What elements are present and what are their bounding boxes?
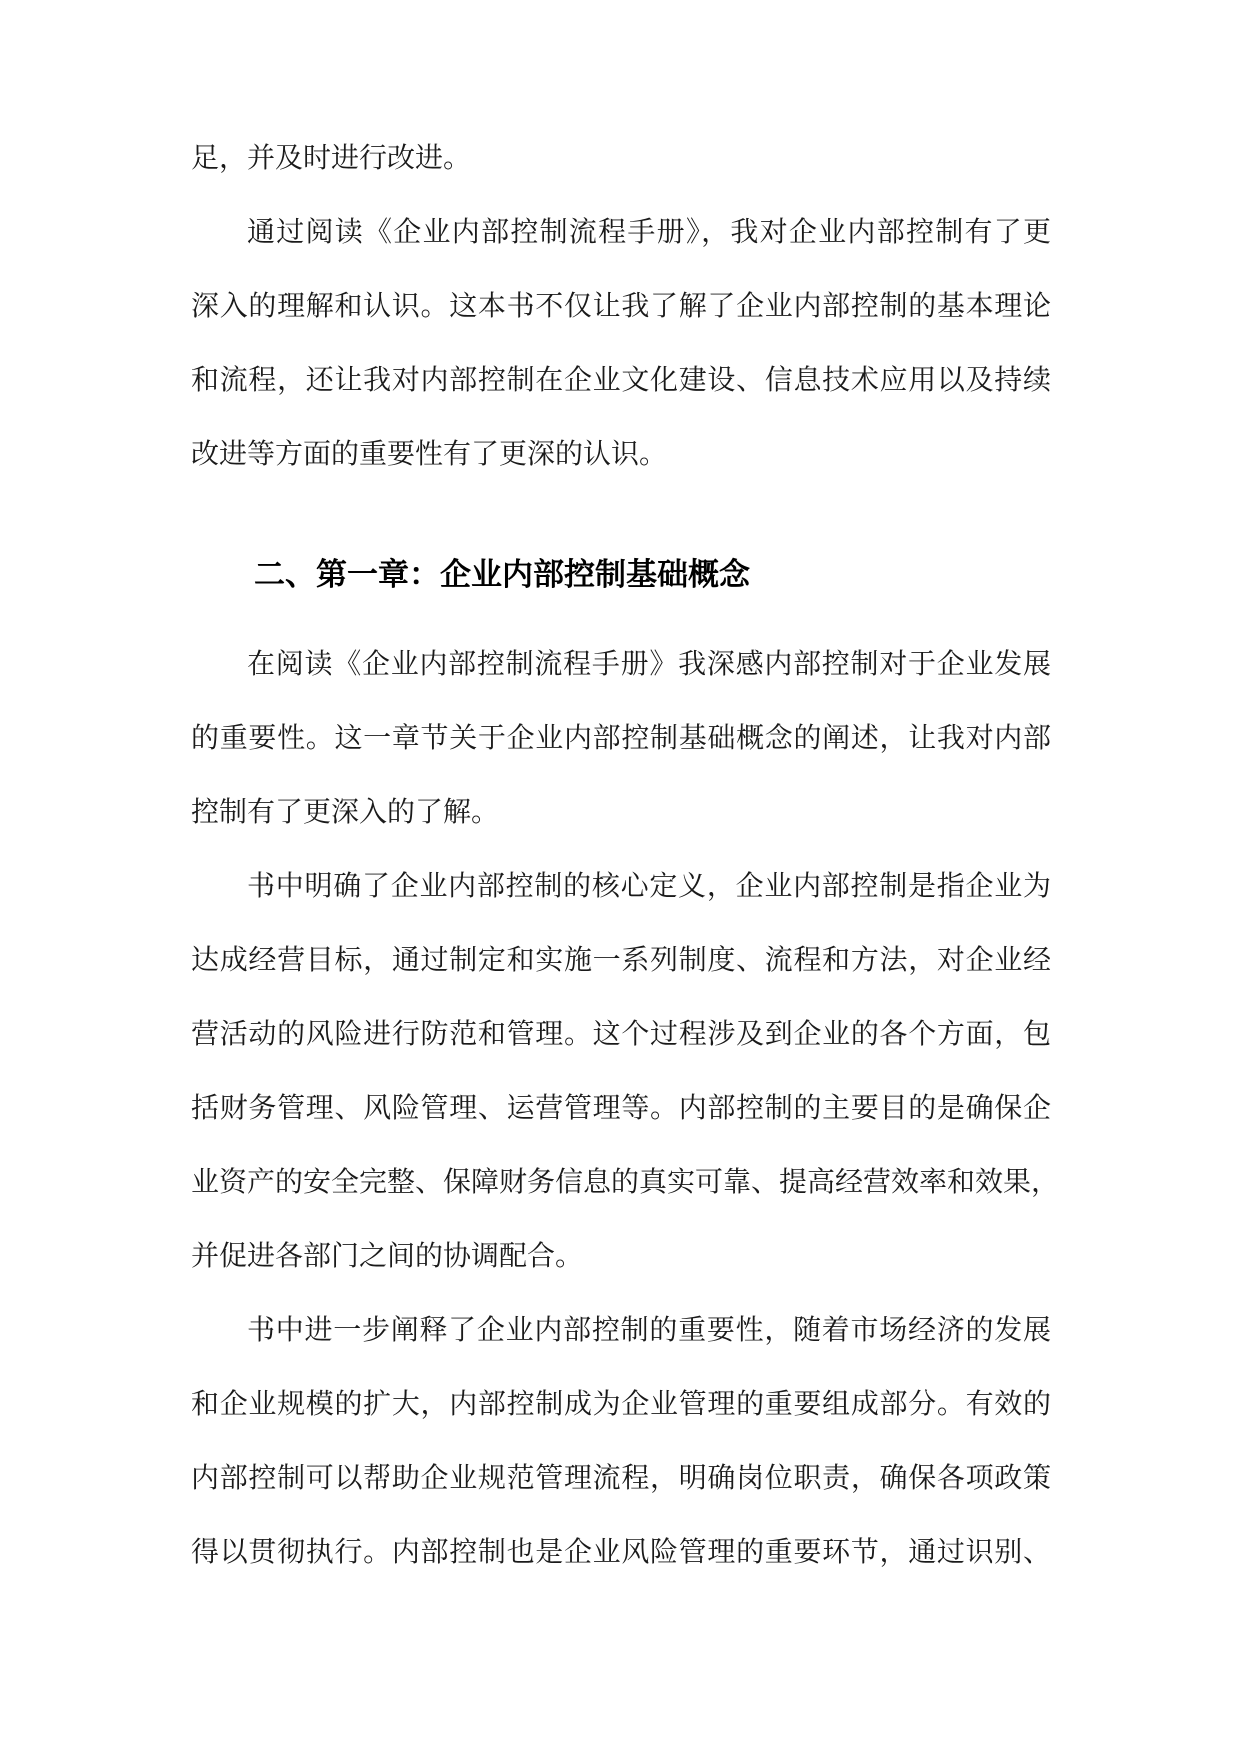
paragraph-line: 和企业规模的扩大，内部控制成为企业管理的重要组成部分。有效的 [191, 1387, 1051, 1420]
paragraph-line: 控制有了更深入的了解。 [191, 795, 500, 828]
paragraph-line: 书中进一步阐释了企业内部控制的重要性，随着市场经济的发展 [247, 1313, 1051, 1346]
paragraph-line: 达成经营目标，通过制定和实施一系列制度、流程和方法，对企业经 [191, 943, 1051, 976]
paragraph-line: 营活动的风险进行防范和管理。这个过程涉及到企业的各个方面，包 [191, 1017, 1051, 1050]
paragraph-line: 改进等方面的重要性有了更深的认识。 [191, 437, 668, 470]
paragraph-line: 足，并及时进行改进。 [191, 141, 472, 174]
paragraph-line: 业资产的安全完整、保障财务信息的真实可靠、提高经营效率和效果， [191, 1165, 1060, 1198]
paragraph-line: 在阅读《企业内部控制流程手册》我深感内部控制对于企业发展 [247, 647, 1051, 680]
section-heading: 二、第一章：企业内部控制基础概念 [254, 557, 750, 593]
paragraph-line: 并促进各部门之间的协调配合。 [191, 1239, 584, 1272]
paragraph-line: 深入的理解和认识。这本书不仅让我了解了企业内部控制的基本理论 [191, 289, 1051, 322]
paragraph-line: 通过阅读《企业内部控制流程手册》，我对企业内部控制有了更 [247, 215, 1051, 248]
paragraph-line: 得以贯彻执行。内部控制也是企业风险管理的重要环节，通过识别、 [191, 1535, 1051, 1568]
paragraph-line: 括财务管理、风险管理、运营管理等。内部控制的主要目的是确保企 [191, 1091, 1051, 1124]
paragraph-line: 书中明确了企业内部控制的核心定义，企业内部控制是指企业为 [247, 869, 1051, 902]
paragraph-line: 内部控制可以帮助企业规范管理流程，明确岗位职责，确保各项政策 [191, 1461, 1051, 1494]
paragraph-line: 和流程，还让我对内部控制在企业文化建设、信息技术应用以及持续 [191, 363, 1051, 396]
paragraph-line: 的重要性。这一章节关于企业内部控制基础概念的阐述，让我对内部 [191, 721, 1051, 754]
